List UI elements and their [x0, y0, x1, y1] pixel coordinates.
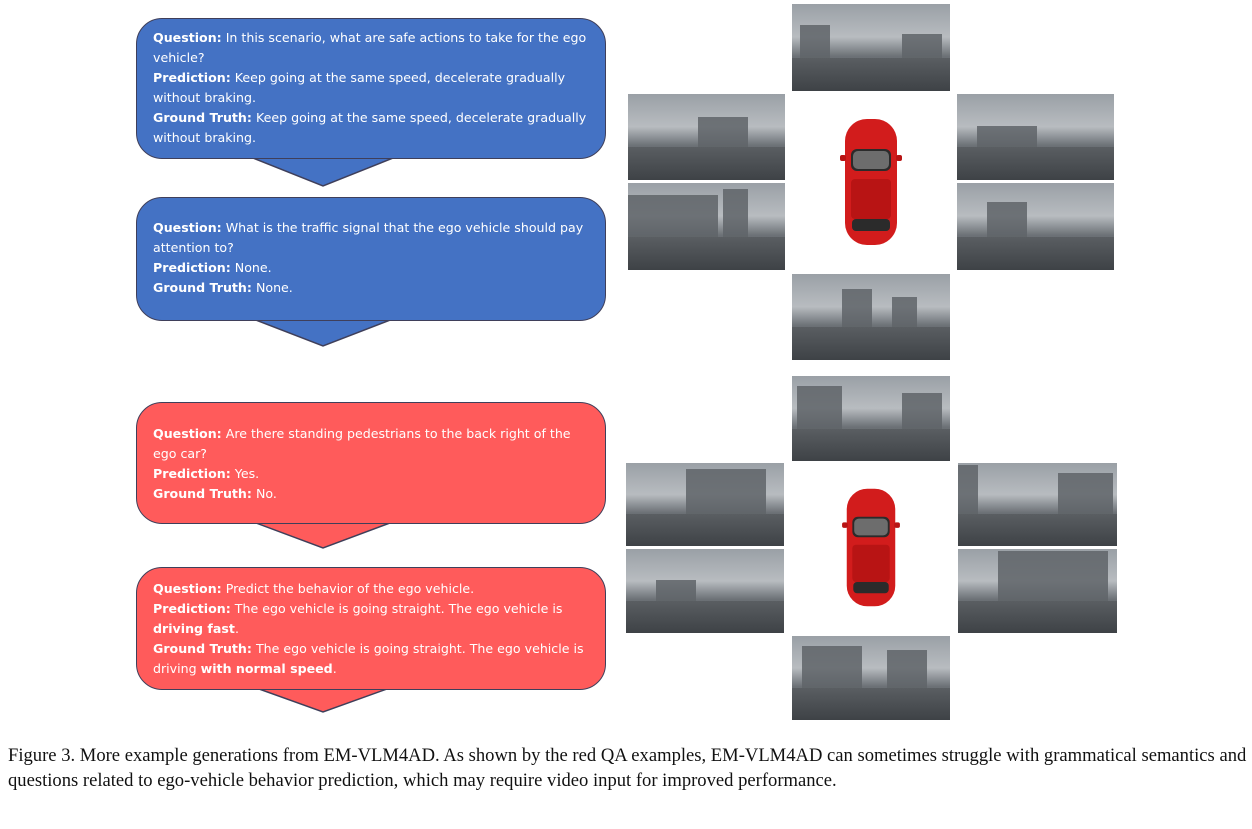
prediction-emphasis: driving fast	[153, 621, 235, 636]
question-line: Question: Predict the behavior of the ego vehicle.	[153, 581, 475, 596]
prediction-text: Yes.	[234, 466, 260, 481]
bubble-box	[136, 197, 606, 321]
ground-truth-text: No.	[255, 486, 277, 501]
bubble-box	[136, 402, 606, 524]
ego-car-icon	[838, 485, 904, 610]
question-text: In this scenario, what are safe actions to take for the ego vehicle?	[153, 30, 587, 65]
prediction-line: Prediction: The ego vehicle is going straight. The ego vehicle is driving fast.	[153, 601, 563, 636]
ground-truth-line: Ground Truth: No.	[153, 486, 277, 501]
camera-back	[792, 274, 950, 360]
bubble-box	[136, 567, 606, 690]
ground-truth-text: None.	[255, 280, 293, 295]
camera-back-right	[958, 549, 1117, 633]
prediction-text: The ego vehicle is going straight. The ego vehicle is	[234, 601, 563, 616]
camera-front-left	[626, 463, 784, 546]
question-text: What is the traffic signal that the ego vehicle should pay attention to?	[153, 220, 584, 255]
ego-car-icon	[838, 115, 904, 249]
ground-truth-emphasis: with normal speed	[200, 661, 333, 676]
question-text: Predict the behavior of the ego vehicle.	[225, 581, 475, 596]
question-text: Are there standing pedestrians to the back right of the ego car?	[153, 426, 571, 461]
ground-truth-line: Ground Truth: None.	[153, 280, 293, 295]
ground-truth-text: Keep going at the same speed, decelerate gradually without braking.	[153, 110, 587, 145]
question-line: Question: Are there standing pedestrians to the back right of the ego car?	[153, 426, 571, 461]
bubble-box	[136, 18, 606, 159]
ground-truth-line: Ground Truth: The ego vehicle is going straight. The ego vehicle is driving with normal speed.	[153, 641, 584, 676]
prediction-line: Prediction: Keep going at the same speed, decelerate gradually without braking.	[153, 70, 566, 105]
camera-front-right	[957, 94, 1114, 180]
question-line: Question: In this scenario, what are safe actions to take for the ego vehicle?	[153, 30, 587, 65]
camera-back	[792, 636, 950, 720]
camera-back-left	[628, 183, 785, 270]
camera-front-left	[628, 94, 785, 180]
camera-front	[792, 376, 950, 461]
prediction-text: None.	[234, 260, 272, 275]
ground-truth-line: Ground Truth: Keep going at the same speed, decelerate gradually without braking.	[153, 110, 587, 145]
figure-caption: Figure 3. More example generations from EM-VLM4AD. As shown by the red QA examples, EM-VLM4AD can sometimes struggle with grammatical semantics and questions related to ego-vehicle behavior prediction, which may require video input for improved performance.	[8, 745, 1247, 791]
camera-back-right	[957, 183, 1114, 270]
camera-back-left	[626, 549, 784, 633]
camera-front-right	[958, 463, 1117, 546]
ground-truth-text: The ego vehicle is going straight. The ego vehicle is driving	[153, 641, 584, 676]
prediction-line: Prediction: None.	[153, 260, 272, 275]
prediction-line: Prediction: Yes.	[153, 466, 260, 481]
camera-front	[792, 4, 950, 91]
question-line: Question: What is the traffic signal that the ego vehicle should pay attention to?	[153, 220, 584, 255]
prediction-text: Keep going at the same speed, decelerate gradually without braking.	[153, 70, 566, 105]
